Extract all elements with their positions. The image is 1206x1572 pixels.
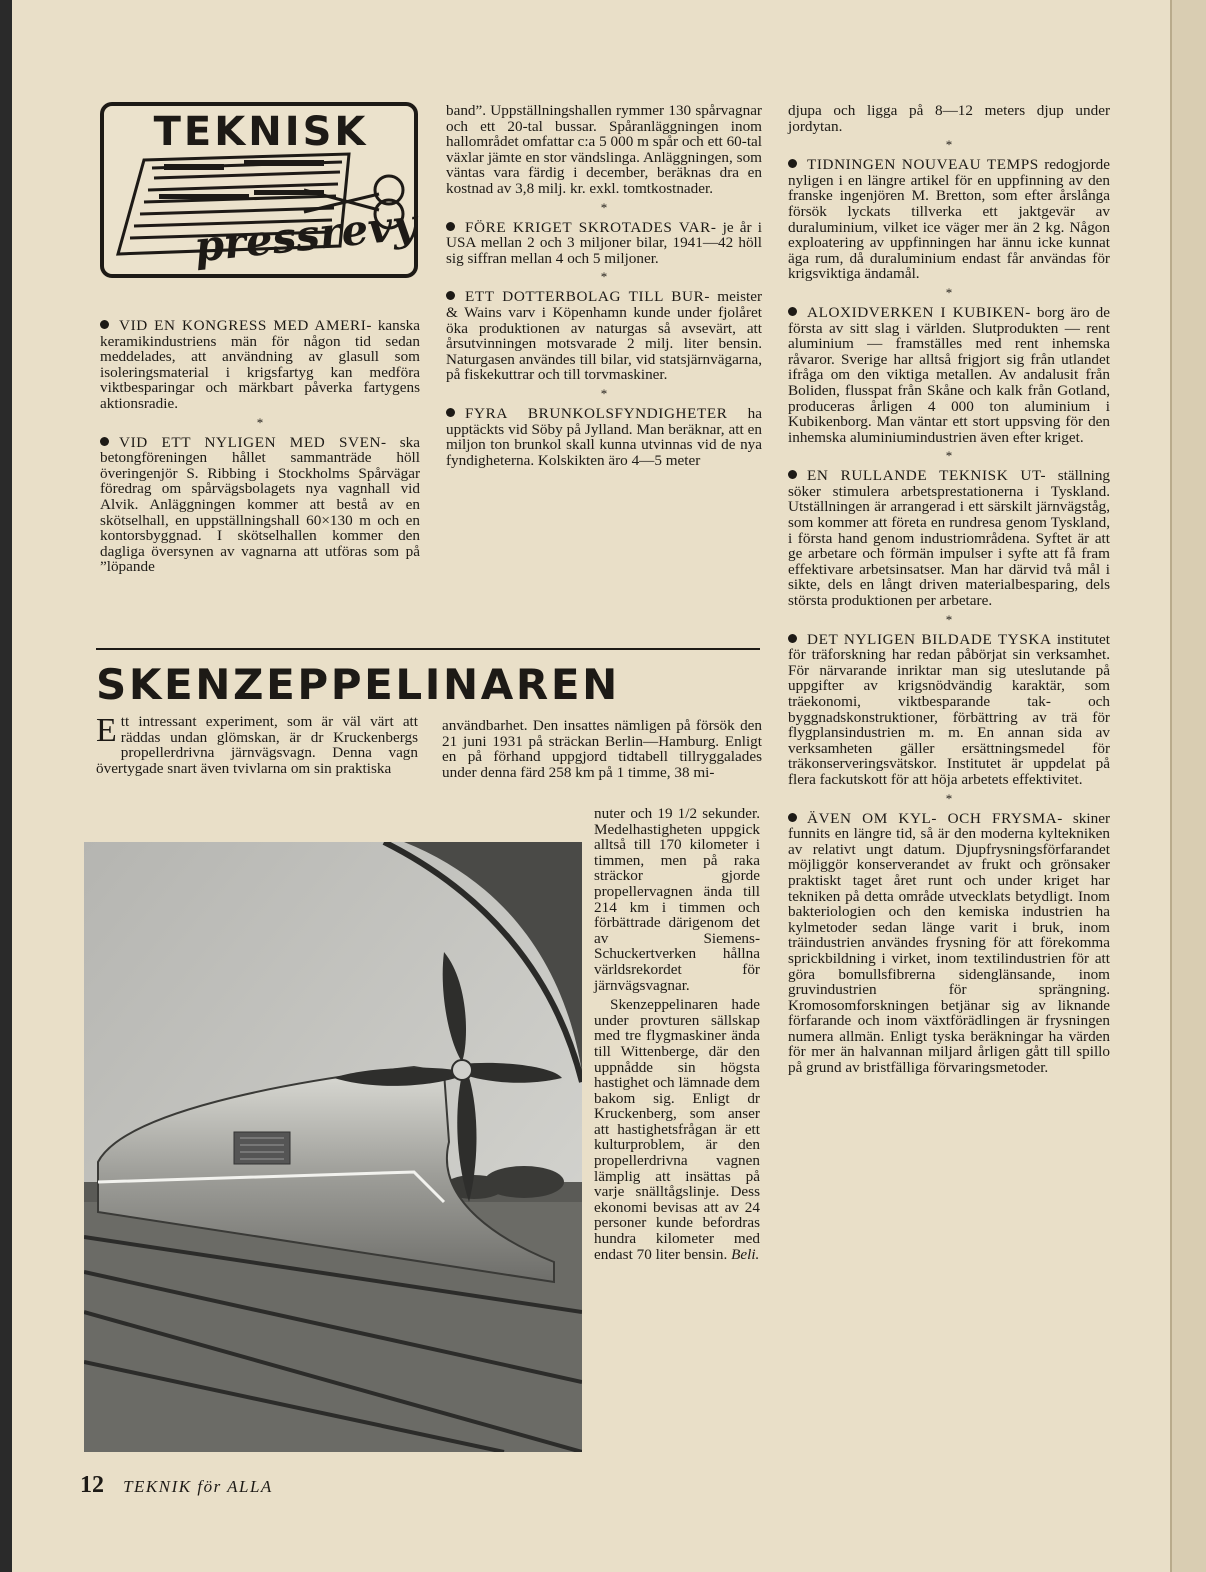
- news-item: VID EN KONGRESS MED AMERI- kanska keramikindustriens män för någon tid sedan meddelades, att användning av glasull som isoleringsmaterial i krigsfartyg kan medföra viktbesparingar och märkbart påverka fartygens aktionsradie.: [100, 317, 420, 412]
- author-signature: Beli.: [731, 1245, 760, 1263]
- page-number: 12: [80, 1472, 104, 1498]
- separator-star: *: [945, 448, 953, 464]
- separator-star: *: [600, 269, 608, 285]
- article-intro: [96, 714, 418, 779]
- separator-star: *: [945, 790, 953, 806]
- bullet-icon: [788, 813, 797, 822]
- bullet-icon: [100, 320, 109, 329]
- article-headline: SKENZEPPELINAREN: [96, 660, 620, 709]
- bullet-icon: [788, 634, 797, 643]
- news-item: EN RULLANDE TEKNISK UT- ställning söker stimulera arbetsprestationerna i Tyskland. Utställningen är arrangerad i ett särskilt järnvägståg, som kommer att företa en rundresa genom Tyskland, i första hand genom industriområdena. Syftet är att ge arbetare och förmän impulser i syfte att få fram effektivare arbetsinsatser. Man har därvid två mål i sikte, dels en långt driven materialbesparing, dels största produktionen per arbetare.: [788, 467, 1111, 610]
- bullet-icon: [788, 307, 797, 316]
- logo-subtitle: pressrevy: [191, 199, 420, 272]
- separator-star: *: [256, 414, 264, 430]
- news-item: TIDNINGEN NOUVEAU TEMPS redogjorde nyligen i en längre artikel för en uppfinning av den franske ingenjören M. Bretton, som efter årslånga försök lyckats tillverka ett jaktgevär av duraluminium, vilket ice väger mer än 2 kg. Någon exploatering av uppfinningen har ännu icke kunnat äga rum, då duraluminium endast får användas för krigsviktiga ändamål.: [788, 156, 1110, 283]
- right-column: [788, 103, 1110, 1079]
- news-item: VID ETT NYLIGEN MED SVEN- ska betongföreningen hållet sammanträde höll överingenjör S. Ribbing i Stockholms Spårvägar föredrag om spårvägsbolagets nya vagnhall vid Alvik. Anläggningen kommer att bestå av en skötselhall, en uppställningshall 60×130 m och en kontorsbyggnad. I skötselhallen kommer den dagliga översynen av vagnarna att utföras som på ”löpande: [100, 433, 421, 576]
- magazine-title: TEKNIK för ALLA: [123, 1477, 273, 1496]
- article-text: användbarhet. Den insattes nämligen på försök den 21 juni 1931 på sträckan Berlin—Hamburg. Enligt en på förhand uppgjord tidtabell tillryggalades under denna färd 258 km på 1 timme, 38 mi-: [442, 717, 762, 781]
- article-column-2-top: [442, 718, 762, 783]
- bullet-icon: [446, 408, 455, 417]
- news-item: FÖRE KRIGET SKROTADES VAR- je år i USA mellan 2 och 3 miljoner bilar, 1941—42 höll sig siffran mellan 4 och 5 miljoner.: [446, 218, 763, 267]
- next-page-edge: [1170, 0, 1206, 1572]
- page-footer: [80, 1472, 273, 1499]
- news-item: DET NYLIGEN BILDADE TYSKA institutet för träforskning har redan påbörjat sin verksamhet. För närvarande inriktar man sig uteslutande på uppgifter av krigsnödvändig karaktär, som träekonomi, viktbesparande tak- och byggnadskonstruktioner, förbättring av trä för flygplansindustrien m. m. En annan sida av verksamheten gäller ersättningsmedel för träkonserveringsvätskor. Institutet är uppdelat på flera fackutskott för att höja arbetets effektivitet.: [788, 630, 1110, 788]
- railcar-illustration: [84, 842, 582, 1452]
- news-item: FYRA BRUNKOLSFYNDIGHETER ha upptäckts vid Söby på Jylland. Man beräknar, att en miljon ton brunkol skall kunna utvinnas vid de nya fyndigheterna. Kolskikten äro 4—5 meter: [446, 404, 763, 469]
- separator-star: *: [600, 385, 608, 401]
- middle-column: [446, 103, 762, 471]
- bullet-icon: [788, 470, 797, 479]
- separator-star: *: [945, 284, 953, 300]
- propeller-railcar-photo: [84, 842, 582, 1452]
- article-divider: [96, 648, 760, 650]
- separator-star: *: [945, 137, 953, 153]
- article-text: Skenzeppelinaren hade under provturen sällskap med tre flygmaskiner ända till Wittenberge, där den uppnådde sin högsta hastighet och lämnade dem bakom sig. Enligt dr Kruckenberg, som anser att hastighetsfrågan är ett kulturproblem, är den propellerdrivna vagnen lämplig att insättas på varje snälltågslinje. Dess ekonomi bevisas att av 24 personer kunde befordras hundra kilometer med endast 70 liter bensin. Beli.: [594, 996, 760, 1263]
- left-column: [100, 318, 420, 578]
- continuation-text: djupa och ligga på 8—12 meters djup under jordytan.: [788, 102, 1110, 135]
- news-item: ÄVEN OM KYL- OCH FRYSMA- skiner funnits en längre tid, så är den moderna kyltekniken av relativt ungt datum. Djupfrysningsförfarandet möjliggör konserverandet av frukt och grönsaker praktiskt taget året runt och under kriget har tekniken på detta område utvecklats betydligt. Inom bakteriologien och den kemiska industrien ha kylmetoder sedan länge varit i bruk, inom träindustrien användes frysning för att förekomma sprickbildning i virket, inom textilindustrien för att göra bomullsfibrerna sidenglänsande, inom gruvindustrien för sprängning. Kromosomforskningen betjänar sig av liknande förfarande och inom växtförädlingen är frysningen numera allmän. Enligt tyska beräkningar ha värden för mer än halvannan miljard årligen gått till spillo på grund av bristfälliga förvaringsmetoder.: [788, 809, 1111, 1077]
- drop-cap: E: [96, 712, 117, 749]
- news-item: ALOXIDVERKEN I KUBIKEN- borg äro de första av sitt slag i världen. Slutprodukten — rent aluminium — framställes med rent inhemska råvaror. Sverige har alltså frigjort sig från utlandet ifråga om den viktiga metallen. Av andalusit från Boliden, flusspat från Skåne och kalk från Gotland, produceras årligen 4 000 ton aluminium i Kubikenborg. Man väntar ett stort uppsving för den inhemska aluminiumindustrien även efter kriget.: [788, 303, 1111, 446]
- news-item: ETT DOTTERBOLAG TILL BUR- meister & Wains varv i Köpenhamn kunde under fjolåret öka produktionen av naturgas så avsevärt, att årsutvinningen motsvarade 2 milj. liter bensin. Naturgasen användes till bilar, vid statsjärnvägarna, på fiskekuttrar och till torvmaskiner.: [446, 288, 762, 384]
- section-logo: [100, 102, 418, 278]
- article-intro-text: Ett intressant experiment, som är väl värt att räddas undan glömskan, är dr Kruckenbergs propellerdrivna järnvägsvagn. Denna vagn övertygade snart även tvivlarna om sin praktiska: [96, 712, 418, 777]
- separator-star: *: [945, 611, 953, 627]
- logo-title: TEKNISK: [153, 109, 369, 155]
- bullet-icon: [446, 291, 455, 300]
- bullet-icon: [446, 222, 455, 231]
- bullet-icon: [100, 437, 109, 446]
- continuation-text: band”. Uppställningshallen rymmer 130 spårvagnar och ett 20-tal bussar. Spåranläggningen inom hallområdet omfattar c:a 5 000 m spår och ett 60-tal växlar jämte en stor vändslinga. Anläggningen, som väntas vara färdig i december, beräknas dra en kostnad av 3,8 milj. kr. exkl. tomtkostnader.: [446, 102, 762, 197]
- article-column-2-narrow: [594, 806, 760, 1265]
- separator-star: *: [600, 199, 608, 215]
- article-text: nuter och 19 1/2 sekunder. Medelhastigheten uppgick alltså till 170 kilometer i timmen, men på raka sträckor gjorde propellervagnen ända till 214 km i timmen och förbättrade därigenom det av Siemens-Schuckertverken hållna världsrekordet för järnvägsvagnar.: [594, 805, 760, 994]
- bullet-icon: [788, 159, 797, 168]
